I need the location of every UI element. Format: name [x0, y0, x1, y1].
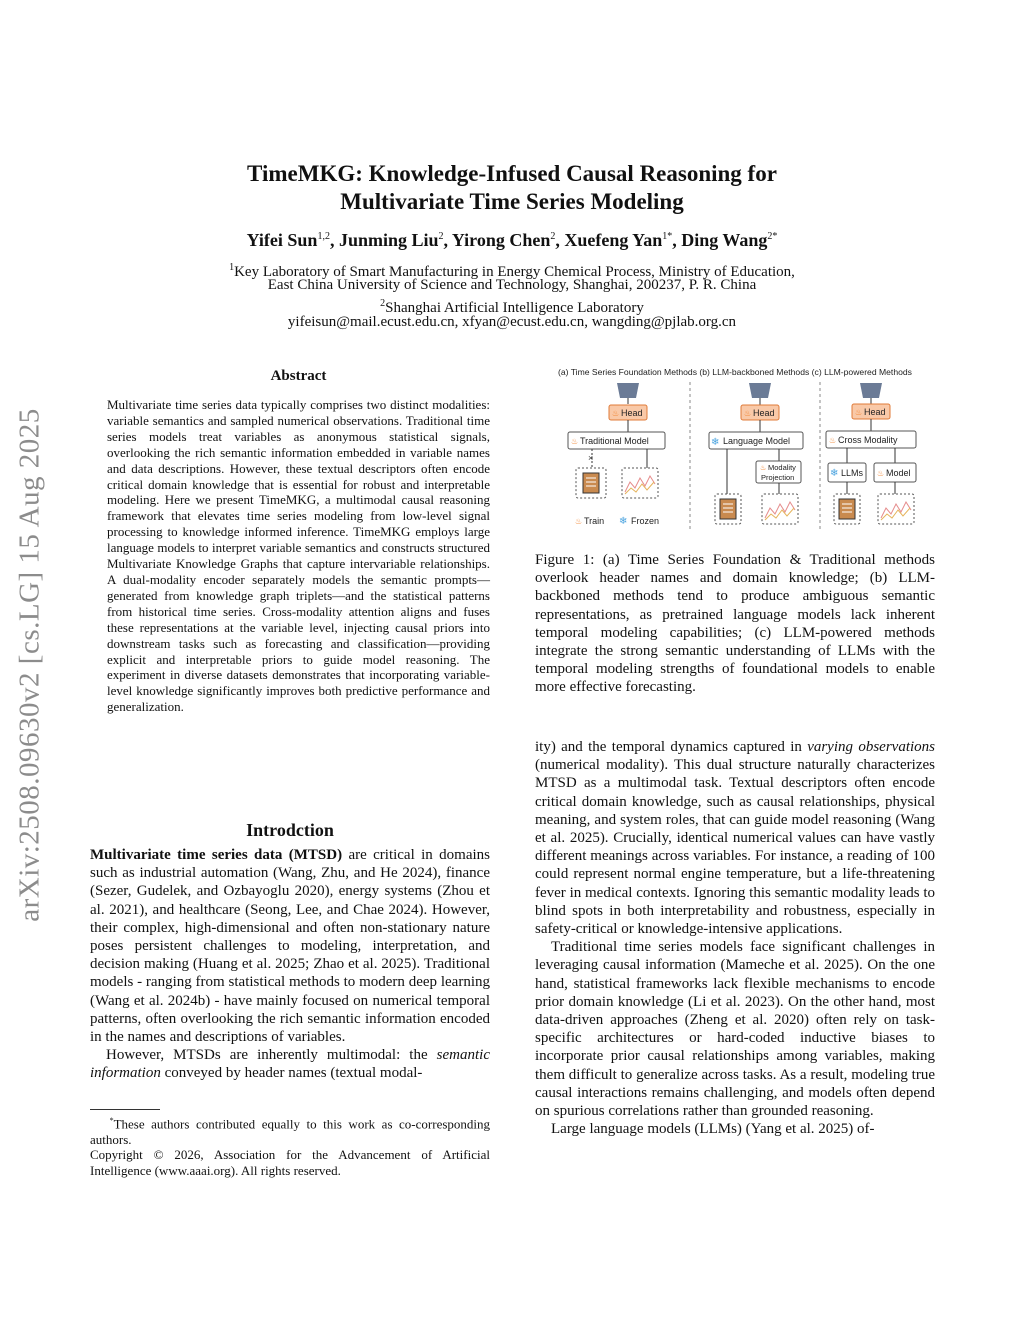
panel-a — [568, 383, 665, 527]
figure-1-caption: Figure 1: (a) Time Series Foundation & Traditional methods overlook header names and domain knowledge; (b) LLM-backboned methods tend to produce ambiguous semantic representations, as pretrained language models lack inherent temporal modeling capabilities; (c) LLM-powered methods integrate the strong semantic understanding of LLMs with the temporal modeling strengths of foundational models to enable more effective forecasting. — [535, 552, 935, 696]
author: Xuefeng Yan$^{1*}$, — [564, 230, 682, 250]
paper-title — [150, 160, 874, 216]
fire-icon: ♨ — [855, 408, 863, 417]
fire-icon: ♨ — [760, 465, 767, 472]
traditional-model-label: Traditional Model — [580, 436, 649, 446]
title-line-2: Multivariate Time Series Modeling — [340, 189, 684, 214]
intro-paragraph-4: Large language models (LLMs) (Yang et al. 2025) of- — [551, 1121, 875, 1138]
abstract-heading: Abstract — [270, 368, 327, 384]
panel-b — [709, 383, 803, 524]
author: Ding Wang$^{2*}$ — [681, 230, 778, 250]
legend-train: Train — [584, 516, 605, 526]
figure-1-diagram — [535, 364, 935, 534]
arxiv-id: arXiv:2508.09630v2 [cs.LG] 15 Aug 2025 — [13, 408, 46, 922]
intro-body-right — [535, 738, 935, 1138]
author: Junming Liu$^2$, — [338, 230, 452, 250]
snowflake-icon: ❄ — [619, 516, 628, 527]
modality-projection-label-2: Projection — [761, 473, 795, 482]
arxiv-stamp — [10, 370, 50, 960]
footnote-corresponding: *These authors contributed equally to this work as co-corresponding authors. — [90, 1116, 491, 1147]
snowflake-icon: ❄ — [830, 468, 839, 479]
fire-icon: ♨ — [829, 436, 837, 445]
head-label: Head — [753, 408, 775, 418]
head-label: Head — [864, 407, 886, 417]
panel-titles: (a) Time Series Foundation Methods (b) LLM-backboned Methods (c) LLM-powered Methods — [558, 367, 912, 377]
panel-c — [826, 383, 916, 524]
fire-icon: ♨ — [877, 469, 885, 478]
author: Yirong Chen$^2$, — [451, 230, 565, 250]
model-label: Model — [886, 468, 911, 478]
intro-body-left — [90, 846, 490, 1083]
fire-icon: ♨ — [612, 409, 620, 418]
footnotes — [90, 1113, 490, 1178]
snowflake-icon: ❄ — [711, 437, 720, 448]
modality-projection-label-1: Modality — [768, 463, 796, 472]
title-line-1: TimeMKG: Knowledge-Infused Causal Reasoning for — [247, 161, 777, 186]
fire-icon: ♨ — [744, 409, 752, 418]
affiliation-1: $^1$Key Laboratory of Smart Manufacturing in Energy Chemical Process, Ministry of Education, — [229, 262, 795, 280]
intro-paragraph-3: Traditional time series models face significant challenges in leveraging causal information (Mameche et al. 2025). On the one hand, statistical frameworks lack flexible mechanisms to encode prior domain knowledge (Li et al. 2023). On the other hand, most data-driven approaches (Zheng et al. 2020) often rely on task-specific architectures or hard-coded inductive biases to incorporate prior causal relationships among variables, making them difficult to generalize across tasks. As a result, modeling true causal interactions remains challenging, and models often depend on spurious correlations rather than grounded reasoning. — [535, 939, 935, 1120]
affiliation-1-cont: East China University of Science and Technology, Shanghai, 200237, P. R. China — [267, 277, 757, 293]
copyright-notice: Copyright © 2026, Association for the Advancement of Artificial Intelligence (www.aaai.org). All rights reserved. — [90, 1147, 490, 1178]
intro-paragraph-1: Multivariate time series data (MTSD) are critical in domains such as industrial automation (Wang, Zhu, and He 2024), finance (Sezer, Gudelek, and Ozbayoglu 2020), energy systems (Zhou et al. 2021), and healthcare (Seong, Lee, and Chae 2024). However, their complex, high-dimensional and often non-stationary nature poses persistent challenges to modeling, interpretation, and decision making (Huang et al. 2025; Zhao et al. 2025). Traditional models - ranging from statistical methods to modern deep learning (Wang et al. 2024b) - have mainly focused on numerical temporal patterns, often overlooking the rich semantic information encoded in the names and descriptions of variables. — [90, 847, 490, 1046]
affiliation-2: $^2$Shanghai Artificial Intelligence Laboratory — [380, 298, 644, 316]
head-label: Head — [621, 408, 643, 418]
decoder-trapezoid — [749, 383, 771, 398]
fire-icon: ♨ — [571, 437, 579, 446]
cross-modality-label: Cross Modality — [838, 435, 898, 445]
legend-frozen: Frozen — [631, 516, 660, 526]
intro-heading: Introdction — [246, 820, 334, 840]
footnote-rule — [90, 1109, 160, 1110]
intro-paragraph-2: However, MTSDs are inherently multimodal: the semantic information conveyed by header names (textual modal- — [90, 1047, 490, 1082]
language-model-label: Language Model — [723, 436, 791, 446]
document-icon — [583, 473, 599, 493]
document-icon — [720, 499, 736, 519]
author-emails: yifeisun@mail.ecust.edu.cn, xfyan@ecust.edu.cn, wangding@pjlab.org.cn — [287, 314, 737, 330]
document-icon — [839, 499, 855, 519]
author: Yifei Sun$^{1,2}$, — [246, 230, 339, 250]
fire-icon: ♨ — [575, 517, 583, 526]
cross-mark-icon: × — [588, 453, 594, 463]
intro-paragraph-2-cont: ity) and the temporal dynamics captured in varying observations (numerical modality). This dual structure naturally characterizes MTSD as a multimodal task. Textual descriptors often encode critical domain knowledge, such as causal relationships, physical meaning, and system roles, that can guide model reasoning (Wang et al. 2025). Crucially, identical numerical values can have vastly different meanings across variables. For instance, a reading of 100 could represent normal engine temperature, but a life-threatening fever in medical contexts. Ignoring this semantic modality leads to blind spots in both interpretability and robustness, especially in safety-critical or knowledge-intensive applications. — [535, 739, 935, 938]
decoder-trapezoid — [617, 383, 639, 398]
author-list — [100, 230, 924, 251]
figure-1 — [535, 364, 935, 534]
decoder-trapezoid — [860, 383, 882, 398]
abstract-text: Multivariate time series data typically comprises two distinct modalities: variable semantics and sampled numerical observations. Traditional time series models treat variables as anonymous statistical signals, overlooking the rich semantic information embedded in variable names and data descriptions. However, these textual descriptors often encode critical domain knowledge that is essential for robust and interpretable modeling. Here we present TimeMKG, a multimodal causal reasoning framework that elevates time series modeling from low-level signal processing to knowledge informed inference. TimeMKG employs large language models to interpret variable semantics and constructs structured Multivariate Knowledge Graphs that capture intervariable relationships. A dual-modality encoder separately models the semantic prompts—generated from knowledge graph triplets—and the statistical patterns from historical time series. Cross-modality attention aligns and fuses these representations at the variable level, injecting causal priors into downstream tasks such as forecasting and classification—providing explicit and interpretable priors to guide model reasoning. The experiment in diverse datasets demonstrates that incorporating variable-level knowledge significantly improves both predictive performance and generalization. — [107, 397, 490, 715]
llms-label: LLMs — [841, 468, 864, 478]
